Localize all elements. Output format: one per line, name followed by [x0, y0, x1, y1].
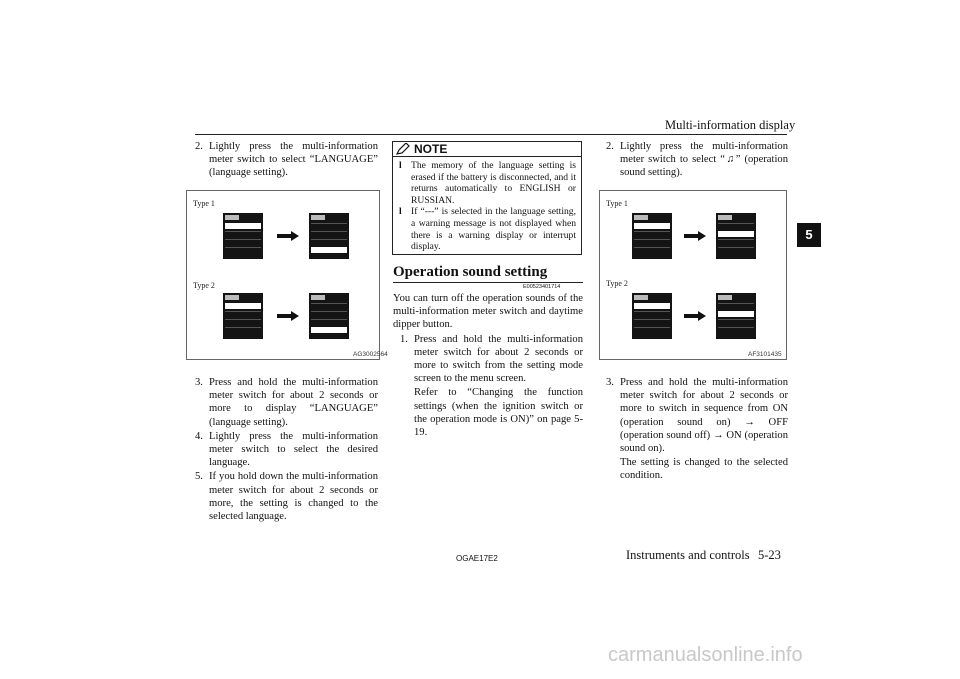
sound-figure: Type 1 Type 2 AF3101435 [599, 190, 787, 360]
middle-column-text [393, 292, 583, 439]
note-header: NOTE [393, 142, 581, 157]
step-2-right: 2. Lightly press the multi-information meter switch to select “♫” (operation sound setting). [606, 141, 788, 179]
screen-type2-menu [632, 293, 672, 339]
bullet-icon: l [399, 160, 402, 171]
step-3-right: 3. Press and hold the multi-information meter switch for about 2 seconds or more to switch in sequence from ON (operation sound on) → OFF (operation sound off) → ON (operation sound on). [606, 377, 788, 455]
section-intro: You can turn off the operation sounds of the multi-information meter switch and daytime dipper button. [393, 293, 583, 331]
section-rule [393, 282, 583, 283]
step-2-left: 2. Lightly press the multi-information meter switch to select “LANGUAGE” (language setting). [195, 141, 378, 179]
footer-code: OGAE17E2 [456, 554, 498, 563]
footer-section: Instruments and controls [626, 548, 750, 562]
note-item: l The memory of the language setting is erased if the battery is disconnected, and it returns automatically to ENGLISH or RUSSIAN. [399, 160, 576, 206]
note-item: l If “---” is selected in the language setting, a warning message is not displayed when there is a warning display or interrupt display. [399, 206, 576, 253]
left-column-top [195, 140, 378, 181]
right-arrow-icon [277, 231, 299, 241]
right-arrow-icon [684, 231, 706, 241]
screen-type1-before [223, 213, 263, 259]
note-pencil-icon [396, 143, 410, 155]
step-1-middle: 1. Press and hold the multi-information meter switch for about 2 seconds or more to switch from the setting mode screen to the menu screen. [400, 333, 583, 385]
screen-type1-after [309, 213, 349, 259]
language-figure: Type 1 Type 2 AG3002564 [186, 190, 380, 360]
step-3-continuation: The setting is changed to the selected condition. [620, 457, 788, 482]
bullet-icon: l [399, 206, 402, 218]
right-column-top [606, 140, 788, 181]
left-column-bottom [195, 376, 378, 524]
screen-type1-menu [632, 213, 672, 259]
screen-type2-sound [716, 293, 756, 339]
step-5-left: 5. If you hold down the multi-information meter switch for about 2 seconds or more, the setting is changed to the selected language. [195, 471, 378, 523]
chapter-tab: 5 [797, 223, 821, 247]
watermark: carmanualsonline.info [608, 644, 803, 666]
header-rule [195, 134, 787, 135]
step-1-reference: Refer to “Changing the function settings (when the ignition switch or the operation mode is ON)” on page 5-19. [414, 387, 583, 439]
note-body [393, 157, 581, 253]
page-number: 5-23 [758, 548, 781, 562]
right-arrow-icon [277, 311, 299, 321]
step-3-left: 3. Press and hold the multi-information meter switch for about 2 seconds or more to display “LANGUAGE” (language setting). [195, 377, 378, 428]
page-header-title: Multi-information display [665, 118, 796, 132]
section-title: Operation sound setting [393, 264, 548, 280]
right-arrow-icon [684, 311, 706, 321]
screen-type1-sound [716, 213, 756, 259]
screen-type2-after [309, 293, 349, 339]
step-4-left: 4. Lightly press the multi-information meter switch to select the desired language. [195, 430, 378, 469]
section-code: E00523401714 [523, 284, 561, 290]
screen-type2-before [223, 293, 263, 339]
right-column-bottom [606, 376, 788, 483]
note-box [392, 141, 582, 255]
